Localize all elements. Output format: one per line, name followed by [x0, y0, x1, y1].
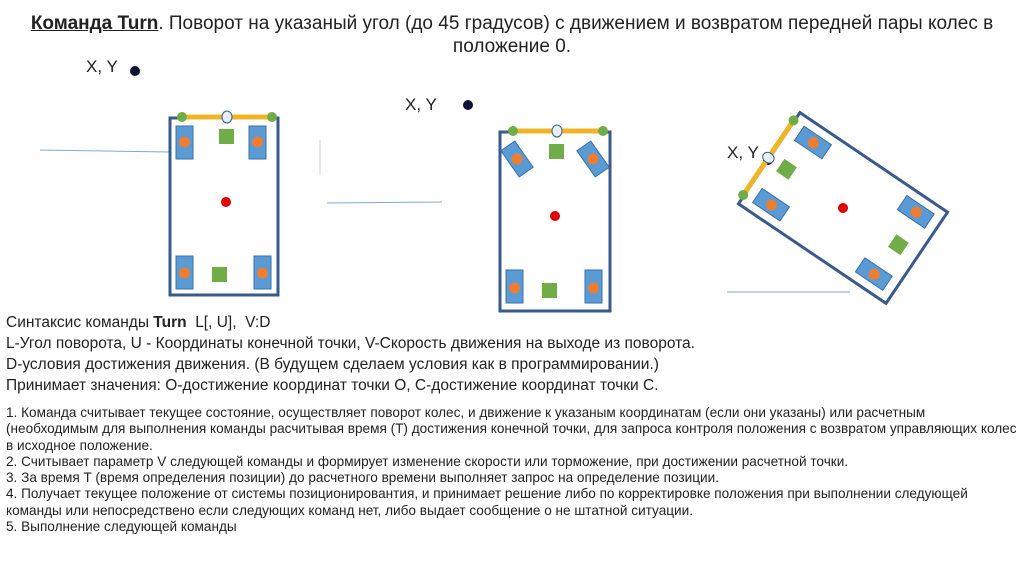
wheel-hub	[509, 283, 520, 294]
steps-list	[6, 405, 1020, 535]
wheel-hub	[252, 137, 263, 148]
target-label-1: X, Y	[86, 57, 118, 76]
target-label-3: X, Y	[727, 143, 759, 162]
axle-pivot	[222, 111, 232, 123]
axle-joint	[508, 126, 518, 136]
syntax-command: Turn	[153, 314, 187, 331]
target-point-2	[463, 100, 473, 110]
vehicle-straight	[170, 111, 278, 295]
rear-sensor	[212, 267, 227, 282]
wheel-hub	[257, 268, 268, 279]
syntax-line	[6, 312, 695, 333]
wheel-hub	[179, 137, 190, 148]
front-sensor	[549, 144, 564, 159]
guide-line-1	[40, 150, 170, 152]
step-item: 5. Выполнение следующей команды	[6, 519, 237, 535]
axle-joint	[598, 126, 608, 136]
center-point	[836, 201, 850, 215]
vehicle-rotated	[733, 109, 948, 304]
syntax-values: Принимает значения: O-достижение координат точки O, C-достижение координат точки C.	[6, 377, 659, 394]
wheel-hub	[588, 283, 599, 294]
axle-joint	[177, 112, 187, 122]
step-item: 2. Считывает параметр V следующей команды и формирует изменение скорости или торможение, при достижении расчетной точки.	[6, 453, 849, 469]
rear-sensor	[542, 283, 557, 298]
target-label-2: X, Y	[405, 95, 437, 114]
axle-pivot	[552, 125, 562, 137]
title-command: Команда Turn	[30, 13, 159, 34]
target-point-1	[130, 66, 140, 76]
step-item: 1. Команда считывает текущее состояние, осуществляет поворот колес, и движение к указаным координатам (если они указаны) или расчетным (необходимым для выполнения команды расчитывая время (T) достижения конечной точки, для запроса контроля положения с возвратом управляющих колес в исходное положение.	[6, 405, 1017, 453]
front-sensor	[776, 159, 797, 180]
title-description: . Поворот на указаный угол (до 45 градусов) с движением и возвратом передней пары колес в положение 0.	[158, 13, 994, 57]
syntax-block	[6, 312, 695, 396]
step-item: 3. За время T (время определения позиции) до расчетного времени выполняет запрос на определение позиции.	[6, 470, 719, 486]
vehicle-wheels-turned	[500, 125, 610, 311]
front-sensor	[219, 129, 234, 144]
syntax-param-d: D-условия достижения движения. (В будущем сделаем условия как в программировании.)	[6, 356, 659, 373]
center-point	[221, 197, 231, 207]
syntax-prefix: Синтаксис команды	[6, 314, 154, 331]
axle-joint	[267, 112, 277, 122]
syntax-param-l-u-v: L-Угол поворота, U - Координаты конечной точки, V-Скорость движения на выходе из поворота.	[6, 335, 695, 352]
step-item: 4. Получает текущее положение от системы позиционировантия, и принимает решение либо по корректировке положения при выполнении следующей команды или непосредствено если следующих команд нет, либо выдает сообщение о не штатной ситуации.	[6, 486, 968, 518]
wheel-hub	[179, 268, 190, 279]
guide-line-2	[327, 202, 442, 203]
syntax-params: L[, U], V:D	[186, 314, 271, 331]
rear-sensor	[888, 234, 909, 255]
center-point	[550, 211, 560, 221]
